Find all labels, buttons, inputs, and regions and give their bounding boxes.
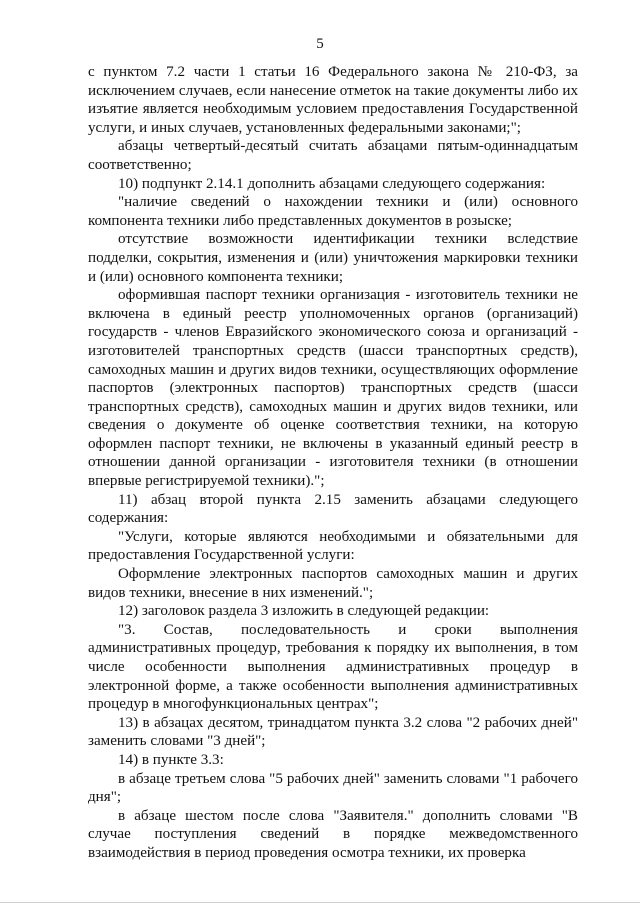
paragraph: оформившая паспорт техники организация - изготовитель техники не включена в единый реестр уполномоченных органов (организаций) государств - членов Евразийского экономического союза и организаций - изготовителей транспортных средств (шасси транспортных средств), самоходных машин и других видов техники, осуществляющих оформление паспортов (электронных паспортов) транспортных средств (шасси транспортных средств), самоходных машин и других видов техники, или сведения о документе об оценке соответствия техники, на которую оформлен паспорт техники, не включены в указанный единый реестр в отношении данной организации - изготовителя техники (в отношении впервые регистрируемой техники).";: [88, 287, 578, 490]
paragraph: Оформление электронных паспортов самоходных машин и других видов техники, внесение в них изменений.";: [88, 566, 578, 601]
paragraph: 11) абзац второй пункта 2.15 заменить абзацами следующего содержания:: [88, 491, 578, 527]
document-body: [88, 63, 578, 863]
paragraph: абзацы четвертый-десятый считать абзацами пятым-одиннадцатым соответственно;: [88, 138, 578, 173]
paragraph: 10) подпункт 2.14.1 дополнить абзацами следующего содержания:: [118, 175, 546, 192]
paragraph: в абзаце шестом после слова "Заявителя." дополнить словами "В случае поступления сведений в порядке межведомственного взаимодействия в период проведения осмотра техники, их проверка: [88, 807, 578, 861]
paragraph: 12) заголовок раздела 3 изложить в следующей редакции:: [118, 603, 490, 620]
scan-edge-line: [0, 902, 640, 903]
paragraph: 13) в абзацах десятом, тринадцатом пункта 3.2 слова "2 рабочих дней" заменить словами "3 дней";: [88, 714, 578, 750]
paragraph: с пунктом 7.2 части 1 статьи 16 Федерального закона № 210-ФЗ, за исключением случаев, если нанесение отметок на такие документы либо их изъятие является необходимым условием предоставления Государственной услуги, и иных случаев, установленных федеральными законами;";: [88, 64, 578, 136]
page-number: 5: [316, 36, 324, 52]
paragraph: "наличие сведений о нахождении техники и (или) основного компонента техники либо представленных документов в розыске;: [88, 194, 578, 229]
paragraph: отсутствие возможности идентификации техники вследствие подделки, сокрытия, изменения и (или) уничтожения маркировки техники и (или) основного компонента техники;: [88, 231, 578, 285]
paragraph: в абзаце третьем слова "5 рабочих дней" заменить словами "1 рабочего дня";: [88, 770, 578, 806]
paragraph: 14) в пункте 3.3:: [118, 751, 224, 768]
paragraph: "3. Состав, последовательность и сроки выполнения административных процедур, требования к порядку их выполнения, в том числе особенности выполнения административных процедур в электронной форме, а также особенности выполнения административных процедур в многофункциональных центрах";: [88, 621, 578, 713]
paragraph: "Услуги, которые являются необходимыми и обязательными для предоставления Государственной услуги:: [88, 528, 578, 564]
